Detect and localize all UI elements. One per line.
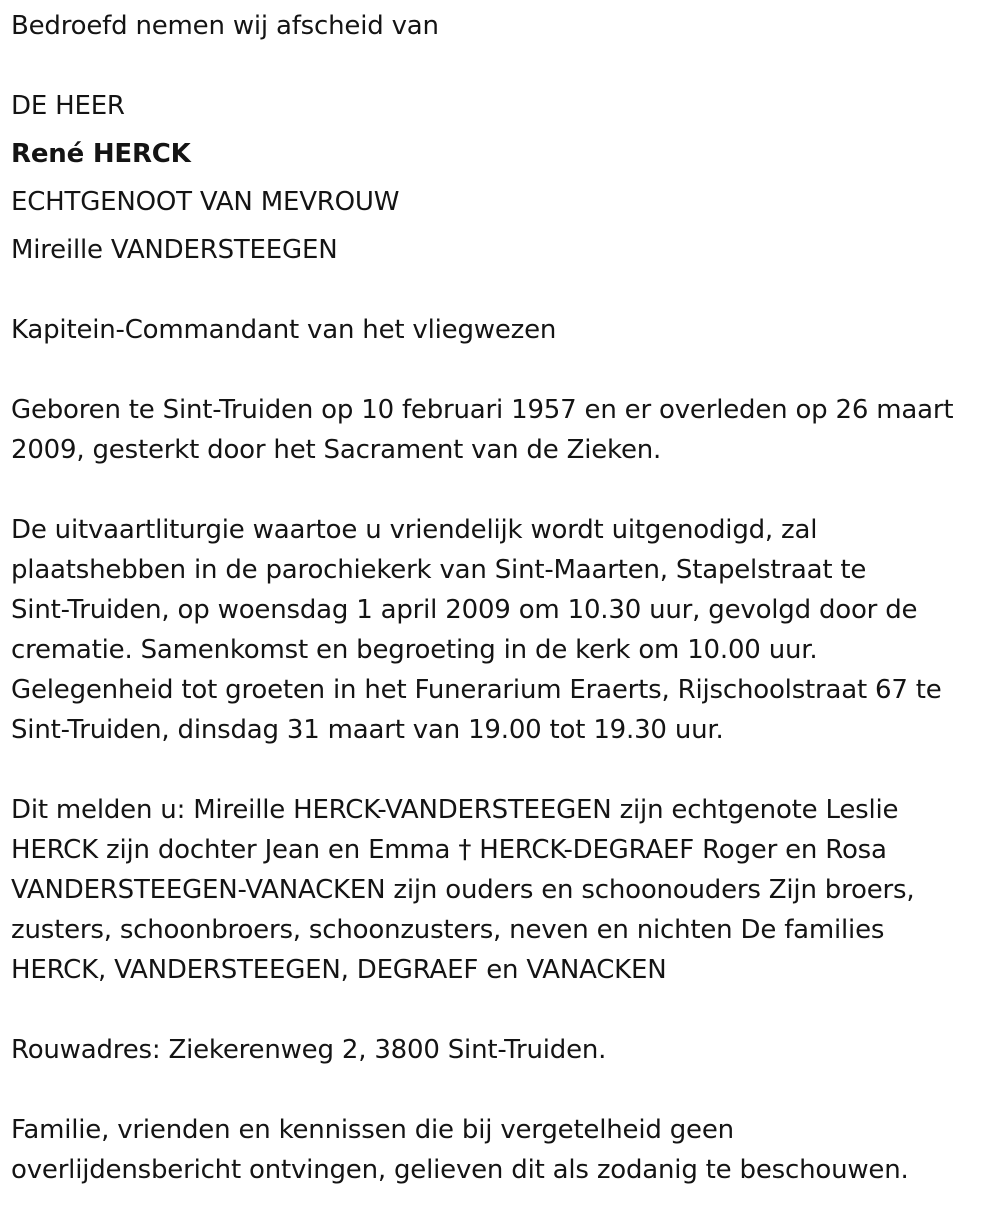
funeral-line: Gelegenheid tot groeten in het Funerarium Eraerts, Rijschoolstraat 67 te	[11, 675, 942, 705]
spouse-label: ECHTGENOOT VAN MEVROUW	[11, 187, 400, 217]
family-text: HERCK-DEGRAEF Roger en Rosa	[471, 835, 887, 865]
family-line	[11, 830, 996, 870]
rank-line: Kapitein-Commandant van het vliegwezen	[11, 315, 557, 345]
family-line: Dit melden u: Mireille HERCK-VANDERSTEEGEN zijn echtgenote Leslie	[11, 795, 899, 825]
closing-line: Familie, vrienden en kennissen die bij vergetelheid geen	[11, 1115, 734, 1145]
deceased-name: René HERCK	[11, 139, 191, 169]
spouse-name: Mireille VANDERSTEEGEN	[11, 235, 338, 265]
funeral-line: Sint-Truiden, dinsdag 31 maart van 19.00 tot 19.30 uur.	[11, 715, 724, 745]
family-line: zusters, schoonbroers, schoonzusters, neven en nichten De families	[11, 915, 885, 945]
birth-death-paragraph	[11, 390, 996, 470]
funeral-line: De uitvaartliturgie waartoe u vriendelijk wordt uitgenodigd, zal	[11, 515, 818, 545]
deceased-title: DE HEER	[11, 91, 125, 121]
closing-line: overlijdensbericht ontvingen, gelieven dit als zodanig te beschouwen.	[11, 1155, 909, 1185]
funeral-paragraph	[11, 510, 996, 750]
family-text: HERCK zijn dochter Jean en Emma	[11, 835, 459, 865]
family-line: VANDERSTEEGEN-VANACKEN zijn ouders en schoonouders Zijn broers,	[11, 875, 915, 905]
birth-death-line: 2009, gesterkt door het Sacrament van de Zieken.	[11, 435, 662, 465]
funeral-line: plaatshebben in de parochiekerk van Sint-Maarten, Stapelstraat te	[11, 555, 867, 585]
funeral-line: crematie. Samenkomst en begroeting in de kerk om 10.00 uur.	[11, 635, 818, 665]
closing-paragraph	[11, 1110, 996, 1190]
family-line: HERCK, VANDERSTEEGEN, DEGRAEF en VANACKEN	[11, 955, 667, 985]
family-paragraph	[11, 790, 996, 990]
intro-line: Bedroefd nemen wij afscheid van	[11, 11, 439, 41]
cross-icon: †	[458, 835, 472, 865]
mourning-address: Rouwadres: Ziekerenweg 2, 3800 Sint-Truiden.	[11, 1035, 607, 1065]
funeral-line: Sint-Truiden, op woensdag 1 april 2009 om 10.30 uur, gevolgd door de	[11, 595, 918, 625]
birth-death-line: Geboren te Sint-Truiden op 10 februari 1957 en er overleden op 26 maart	[11, 395, 954, 425]
